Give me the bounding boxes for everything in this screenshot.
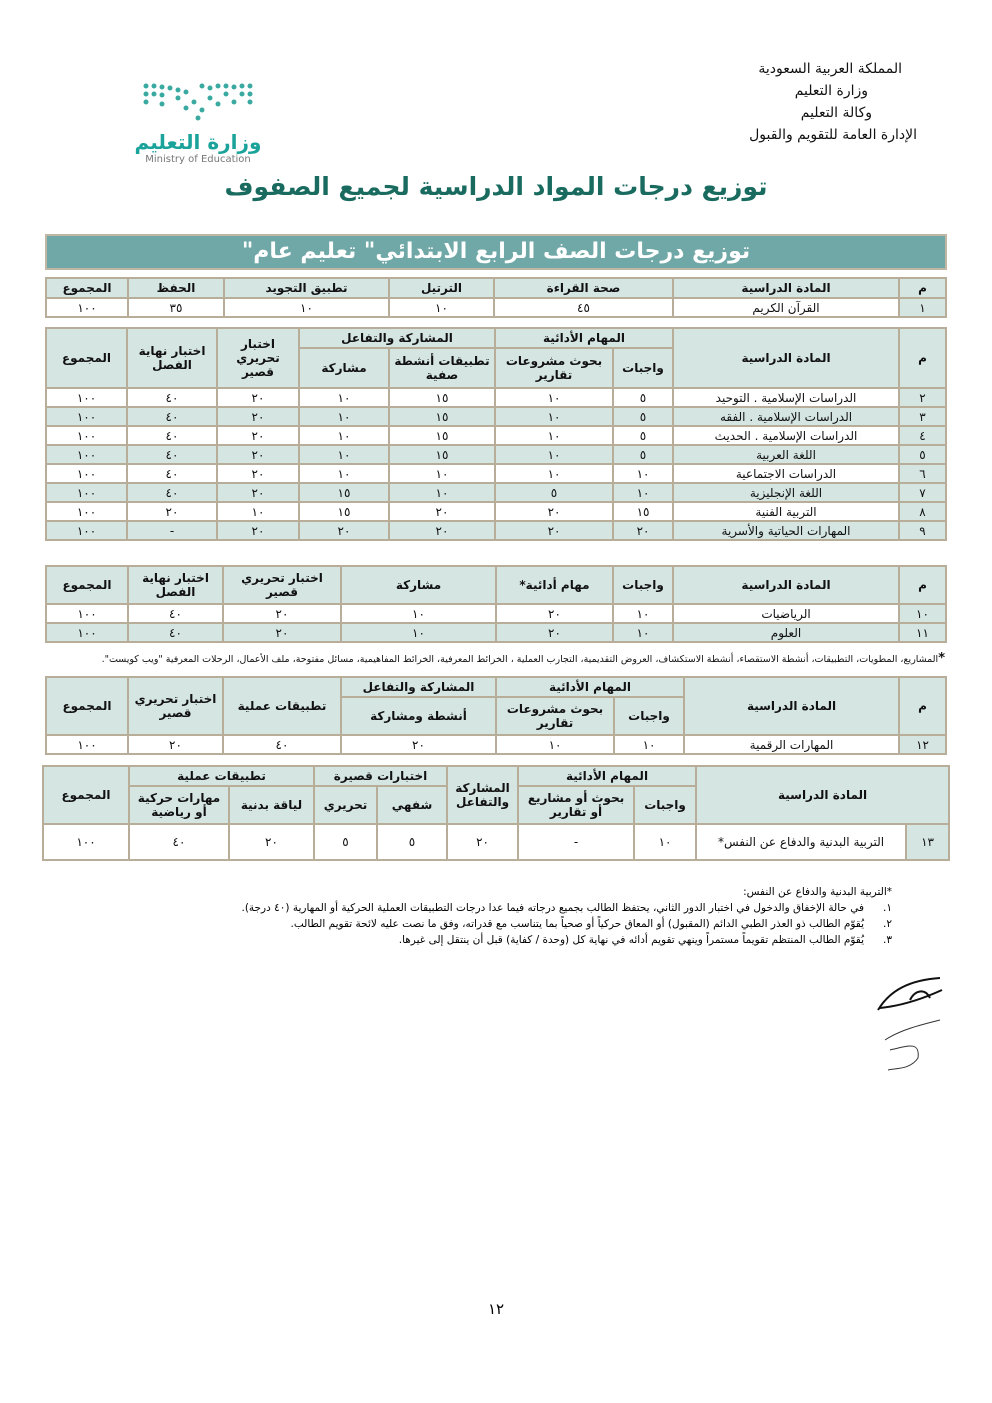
note-text: يُقوّم الطالب ذو العذر الطبي الدائم (المقبول) أو المعاق حركياً أو صحياً بما يتناسب مع قدراته، وفق ما نصت عليه لائحة تقويم الطالب.: [290, 918, 864, 930]
table-row: [46, 298, 946, 317]
grade-cell: ١٥: [389, 407, 495, 426]
table-row: [46, 502, 946, 521]
col-header: المجموع: [43, 766, 129, 824]
grade-cell: ٢٠: [496, 623, 613, 642]
col-header: مهارات حركية أو رياضية: [129, 786, 229, 824]
math-science-table: [45, 565, 947, 643]
grade-cell: ١٥: [389, 445, 495, 464]
col-header: تطبيقات عملية: [223, 677, 341, 735]
signature-icon: [870, 970, 950, 1075]
grade-cell: ١٥: [299, 502, 389, 521]
grade-cell: -: [518, 824, 634, 860]
col-header: تطبيقات أنشطة صفية: [389, 348, 495, 388]
grade-cell: ١٠٠: [43, 824, 129, 860]
grade-cell: ٥: [613, 407, 673, 426]
col-header: بحوث مشروعات تقارير: [495, 348, 613, 388]
col-header: الترتيل: [389, 278, 494, 298]
subject-name: اللغة الإنجليزية: [673, 483, 899, 502]
note-number: ٣.: [883, 934, 892, 946]
grade-cell: ١٠: [389, 483, 495, 502]
row-number: ١٢: [899, 735, 946, 754]
grade-cell: ٢٠: [613, 521, 673, 540]
grade-cell: ٤٥: [494, 298, 673, 317]
grade-cell: ٤٠: [128, 623, 223, 642]
note-item: [241, 932, 892, 948]
notes-title: *التربية البدنية والدفاع عن النفس:: [743, 886, 892, 898]
grade-cell: ١٠: [299, 464, 389, 483]
grade-cell: ١٠: [613, 483, 673, 502]
grade-cell: ١٠: [389, 464, 495, 483]
table-row: [46, 426, 946, 445]
grade-cell: ٥: [377, 824, 447, 860]
grade-cell: ٢٠: [389, 521, 495, 540]
col-header: المجموع: [46, 328, 127, 388]
grade-cell: ١٠٠: [46, 521, 127, 540]
note-text: في حالة الإخفاق والدخول في اختبار الدور الثاني، يحتفظ الطالب بجميع درجاته فيما عدا درجات التطبيقات العملية الحركية أو المهارية (٤٠ درجة).: [241, 902, 864, 914]
grade-cell: ١٠: [299, 426, 389, 445]
grade-cell: ١٠٠: [46, 604, 128, 623]
col-header: تحريري: [314, 786, 377, 824]
grade-cell: ٢٠: [341, 735, 496, 754]
grade-cell: ٢٠: [217, 426, 299, 445]
col-header: المادة الدراسية: [673, 328, 899, 388]
grade-cell: ١٥: [389, 388, 495, 407]
quran-table: [45, 277, 947, 318]
footnote: [60, 651, 945, 666]
col-header: واجبات: [613, 348, 673, 388]
table-row: [46, 483, 946, 502]
col-group-header: المشاركة والتفاعل: [341, 677, 496, 697]
grade-cell: ١٠٠: [46, 445, 127, 464]
col-header: شفهي: [377, 786, 447, 824]
header-line: الإدارة العامة للتقويم والقبول: [749, 127, 917, 143]
col-group-header: المهام الأدائية: [518, 766, 696, 786]
row-number: ٦: [899, 464, 946, 483]
col-header: مشاركة: [299, 348, 389, 388]
page-title: توزيع درجات المواد الدراسية لجميع الصفوف: [224, 172, 768, 201]
grade-cell: ١٥: [389, 426, 495, 445]
row-number: ١٠: [899, 604, 946, 623]
col-header: المشاركة والتفاعل: [447, 766, 518, 824]
grade-cell: ١٠٠: [46, 426, 127, 445]
grade-cell: ٢٠: [223, 604, 341, 623]
table-row: [46, 445, 946, 464]
grade-cell: ٤٠: [127, 445, 217, 464]
note-item: [241, 916, 892, 932]
col-header: م: [899, 328, 946, 388]
col-header: م: [899, 677, 946, 735]
col-header: الحفظ: [128, 278, 224, 298]
logo-arabic: وزارة التعليم: [134, 130, 262, 154]
note-text: يُقوّم الطالب المنتظم تقويماً مستمراً وينهي تقويم أدائه في نهاية كل (وحدة / كفاية) قبل أن ينتقل إلى غيرها.: [398, 934, 864, 946]
grade-cell: ١٠: [389, 298, 494, 317]
col-header: المجموع: [46, 566, 128, 604]
grade-cell: ١٠: [217, 502, 299, 521]
col-group-header: المهام الأدائية: [496, 677, 684, 697]
grade-cell: ٢٠: [128, 735, 223, 754]
asterisk: *: [938, 651, 945, 666]
grade-cell: ٤٠: [129, 824, 229, 860]
col-header: واجبات: [634, 786, 696, 824]
grade-cell: ١٠٠: [46, 502, 127, 521]
grade-cell: -: [127, 521, 217, 540]
grade-cell: ٤٠: [127, 464, 217, 483]
grade-cell: ٢٠: [217, 521, 299, 540]
subject-name: الدراسات الإسلامية . الفقه: [673, 407, 899, 426]
grade-cell: ١٠: [496, 735, 614, 754]
subject-name: الرياضيات: [673, 604, 899, 623]
grade-cell: ٢٠: [447, 824, 518, 860]
letterhead: [749, 58, 917, 146]
grade-cell: ١٠: [613, 464, 673, 483]
grade-cell: ١٠: [299, 407, 389, 426]
grade-cell: ١٠٠: [46, 388, 127, 407]
subject-name: الدراسات الإسلامية . الحديث: [673, 426, 899, 445]
table-row: [46, 604, 946, 623]
col-header: بحوث أو مشاريع أو تقارير: [518, 786, 634, 824]
grade-cell: ١٠٠: [46, 298, 128, 317]
col-header: اختبار تحريري قصير: [217, 328, 299, 388]
grade-cell: ١٠: [495, 445, 613, 464]
grade-cell: ١٠٠: [46, 464, 127, 483]
grade-cell: ١٠: [613, 623, 673, 642]
col-header: اختبار نهاية الفصل: [127, 328, 217, 388]
grade-cell: ٤٠: [223, 735, 341, 754]
grade-cell: ٣٥: [128, 298, 224, 317]
grade-cell: ٥: [314, 824, 377, 860]
col-header: المادة الدراسية: [673, 566, 899, 604]
row-number: ٨: [899, 502, 946, 521]
subjects-table: [45, 327, 947, 541]
grade-banner: توزيع درجات الصف الرابع الابتدائي" تعليم عام": [45, 234, 947, 270]
grade-cell: ١٠: [614, 735, 684, 754]
col-header: واجبات: [613, 566, 673, 604]
col-header: واجبات: [614, 697, 684, 735]
col-header: م: [899, 566, 946, 604]
table-row: [46, 464, 946, 483]
logo-english: Ministry of Education: [145, 154, 251, 165]
ministry-logo: [108, 82, 288, 165]
subject-name: الدراسات الإسلامية . التوحيد: [673, 388, 899, 407]
grade-cell: ٢٠: [217, 464, 299, 483]
grade-cell: ١٠: [495, 464, 613, 483]
note-number: ٢.: [883, 918, 892, 930]
col-header: المادة الدراسية: [696, 766, 949, 824]
col-group-header: المهام الأدائية: [495, 328, 673, 348]
grade-cell: ٢٠: [299, 521, 389, 540]
col-header: أنشطة ومشاركة: [341, 697, 496, 735]
row-number: ٩: [899, 521, 946, 540]
col-header: بحوث مشروعات تقارير: [496, 697, 614, 735]
grade-cell: ٥: [613, 426, 673, 445]
pe-notes: [241, 884, 892, 948]
digital-skills-table: [45, 676, 947, 755]
grade-cell: ٤٠: [128, 604, 223, 623]
page-number: ١٢: [487, 1300, 505, 1318]
grade-cell: ٢٠: [495, 521, 613, 540]
col-header: تطبيق التجويد: [224, 278, 389, 298]
subject-name: الدراسات الاجتماعية: [673, 464, 899, 483]
subject-name: التربية البدنية والدفاع عن النفس*: [696, 824, 906, 860]
col-header: المجموع: [46, 278, 128, 298]
col-header: مشاركة: [341, 566, 496, 604]
row-number: ٣: [899, 407, 946, 426]
grade-cell: ١٠: [299, 445, 389, 464]
grade-cell: ٢٠: [217, 388, 299, 407]
grade-cell: ٤٠: [127, 426, 217, 445]
grade-cell: ١٠: [634, 824, 696, 860]
table-row: [46, 388, 946, 407]
subject-name: العلوم: [673, 623, 899, 642]
row-number: ١: [899, 298, 946, 317]
row-number: ١٣: [906, 824, 949, 860]
grade-cell: ١٠٠: [46, 483, 127, 502]
grade-cell: ٢٠: [223, 623, 341, 642]
note-item: [241, 900, 892, 916]
grade-cell: ٥: [613, 388, 673, 407]
col-header: المادة الدراسية: [673, 278, 899, 298]
logo-dots-icon: [138, 82, 258, 122]
note-number: ١.: [883, 902, 892, 914]
grade-cell: ١٠٠: [46, 623, 128, 642]
grade-cell: ٢٠: [389, 502, 495, 521]
table-row: [46, 407, 946, 426]
row-number: ١١: [899, 623, 946, 642]
row-number: ٤: [899, 426, 946, 445]
grade-cell: ١٥: [613, 502, 673, 521]
grade-cell: ٢٠: [217, 445, 299, 464]
row-number: ٧: [899, 483, 946, 502]
grade-cell: ٥: [495, 483, 613, 502]
grade-cell: ٢٠: [217, 407, 299, 426]
grade-cell: ١٠: [341, 623, 496, 642]
grade-cell: ٤٠: [127, 407, 217, 426]
footnote-text: المشاريع، المطويات، التطبيقات، أنشطة الاستقصاء، أنشطة الاستكشاف، العروض التقديمية، التجارب العملية ، الخرائط المعرفية، الخرائط المفاهيمية، مسائل مفتوحة، ملف الأعمال، الرحلات المعرفية "ويب كويست".: [101, 654, 939, 665]
grade-cell: ٢٠: [496, 604, 613, 623]
col-header: اختبار نهاية الفصل: [128, 566, 223, 604]
subject-name: المهارات الحياتية والأسرية: [673, 521, 899, 540]
grade-cell: ٢٠: [127, 502, 217, 521]
subject-name: التربية الفنية: [673, 502, 899, 521]
grade-cell: ١٠: [495, 388, 613, 407]
grade-cell: ١٠: [299, 388, 389, 407]
header-line: وزارة التعليم: [794, 83, 868, 99]
grade-cell: ١٠: [341, 604, 496, 623]
subject-name: اللغة العربية: [673, 445, 899, 464]
grade-cell: ٤٠: [127, 483, 217, 502]
table-row: [43, 824, 949, 860]
grade-cell: ١٠: [495, 407, 613, 426]
grade-cell: ٢٠: [229, 824, 314, 860]
col-group-header: تطبيقات عملية: [129, 766, 314, 786]
pe-table: [42, 765, 950, 861]
header-line: وكالة التعليم: [800, 105, 872, 121]
table-row: [46, 735, 946, 754]
grade-cell: ٢٠: [217, 483, 299, 502]
col-header: م: [899, 278, 946, 298]
col-header: صحة القراءة: [494, 278, 673, 298]
grade-cell: ٤٠: [127, 388, 217, 407]
subject-name: القرآن الكريم: [673, 298, 899, 317]
grade-cell: ١٠: [224, 298, 389, 317]
header-line: المملكة العربية السعودية: [758, 61, 902, 77]
col-header: اختبار تحريري قصير: [128, 677, 223, 735]
table-row: [46, 623, 946, 642]
grade-cell: ١٠: [613, 604, 673, 623]
grade-cell: ١٥: [299, 483, 389, 502]
col-header: مهام أدائية*: [496, 566, 613, 604]
col-group-header: اختبارات قصيرة: [314, 766, 447, 786]
col-header: المادة الدراسية: [684, 677, 899, 735]
grade-cell: ٢٠: [495, 502, 613, 521]
grade-cell: ١٠: [495, 426, 613, 445]
row-number: ٢: [899, 388, 946, 407]
col-header: المجموع: [46, 677, 128, 735]
col-header: لياقة بدنية: [229, 786, 314, 824]
grade-cell: ١٠٠: [46, 735, 128, 754]
grade-cell: ١٠٠: [46, 407, 127, 426]
table-row: [46, 521, 946, 540]
col-header: اختبار تحريري قصير: [223, 566, 341, 604]
subject-name: المهارات الرقمية: [684, 735, 899, 754]
col-group-header: المشاركة والتفاعل: [299, 328, 495, 348]
row-number: ٥: [899, 445, 946, 464]
grade-cell: ٥: [613, 445, 673, 464]
